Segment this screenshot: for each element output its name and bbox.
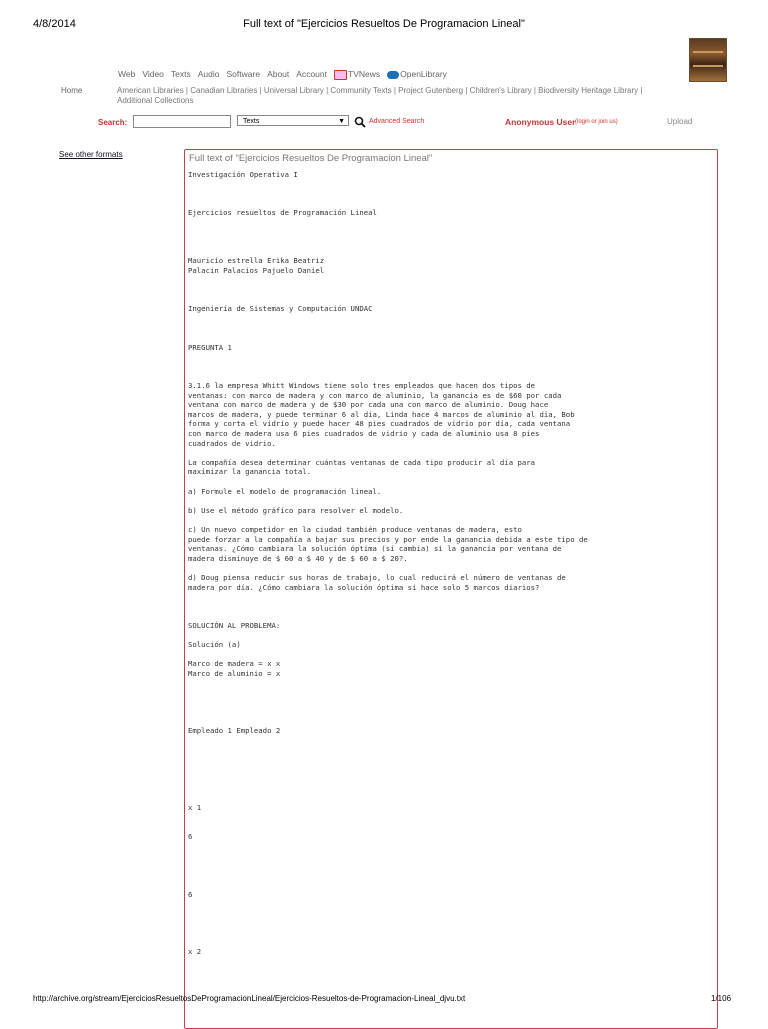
dropdown-arrow-icon: ▼ [338, 118, 345, 125]
home-link[interactable]: Home [61, 86, 83, 95]
full-text-content: Investigación Operativa I Ejercicios resueltos de Programación Lineal Mauricio estrella Erika Beatriz Palacin Palacios Pajuelo Daniel Ingeniería de Sistemas y Computación UNDAC PREGUNTA 1 3.1.6 la empresa Whitt Windows tiene solo tres empleados que hacen dos tipos de ventanas: con marco de madera y con marco de aluminio, la ganancia es de $60 por cada ventana con marco de madera y de $30 por cada una con marco de aluminio. Doug hace marcos de madera, y puede terminar 6 al día, Linda hace 4 marcos de aluminio al día, Bob forma y corta el vidrio y puede hacer 48 pies cuadrados de vidrio por día, cada ventana con marco de madera usa 6 pies cuadrados de vidrio y cada de aluminio usa 8 pies cuadrados de vidrio. La compañía desea determinar cuántas ventanas de cada tipo producir al día para maximizar la ganancia total. a) Formule el modelo de programación lineal. b) Use el método gráfico para resolver el modelo. c) Un nuevo competidor en la ciudad también produce ventanas de madera, esto puede forzar a la compañía a bajar sus precios y por ende la ganancia debida a este tipo de ventanas. ¿Cómo cambiara la solución óptima (si cambia) si la ganancia por ventana de madera disminuye de $ 60 a $ 40 y de $ 60 a $ 20?. d) Doug piensa reducir sus horas de trabajo, lo cual reducirá el número de ventanas de madera por día. ¿Cómo cambiara la solución óptima si hace solo 5 marcos diarios? SOLUCIÓN AL PROBLEMA: Solución (a) Marco de madera = x x Marco de aluminio = x Empleado 1 Empleado 2 x 1 6 6 x 2 [188, 170, 588, 957]
see-other-formats-link[interactable]: See other formats [59, 150, 123, 159]
search-icon[interactable] [354, 116, 366, 128]
top-nav [118, 69, 447, 80]
nav-openlibrary-label: OpenLibrary [400, 69, 447, 80]
login-link[interactable]: (login or join us) [575, 119, 618, 125]
nav-web[interactable]: Web [118, 69, 136, 80]
anonymous-user-label: Anonymous User [505, 117, 576, 127]
full-text-title: Full text of "Ejercicios Resueltos De Programacion Lineal" [189, 153, 433, 164]
print-date: 4/8/2014 [33, 18, 76, 30]
library-collections-links[interactable]: American Libraries | Canadian Libraries | Universal Library | Community Texts | Project Gutenberg | Children's Library | Biodiversity Heritage Library | Additional Collections [117, 86, 643, 105]
search-label: Search: [98, 118, 128, 127]
nav-audio[interactable]: Audio [197, 69, 220, 80]
tv-icon [334, 70, 347, 80]
nav-about[interactable]: About [267, 69, 290, 80]
print-footer-page: 1/106 [711, 994, 732, 1003]
nav-software[interactable]: Software [226, 69, 261, 80]
openlibrary-icon [387, 71, 399, 79]
search-input[interactable] [133, 115, 231, 128]
nav-tvnews[interactable] [334, 69, 380, 80]
advanced-search-link[interactable]: Advanced Search [369, 118, 425, 125]
nav-account[interactable]: Account [296, 69, 327, 80]
search-select-value: Texts [243, 118, 260, 125]
nav-texts[interactable]: Texts [170, 69, 191, 80]
print-footer-url: http://archive.org/stream/EjerciciosResueltosDeProgramacionLineal/Ejercicios-Resueltos-de-Programacion-Lineal_djvu.txt [33, 994, 466, 1003]
print-page-title: Full text of "Ejercicios Resueltos De Programacion Lineal" [243, 18, 525, 30]
nav-video[interactable]: Video [142, 69, 164, 80]
library-logo[interactable] [689, 38, 727, 82]
upload-link[interactable]: Upload [667, 117, 693, 126]
nav-openlibrary[interactable] [387, 69, 447, 79]
nav-tvnews-label: TVNews [348, 69, 381, 79]
search-collection-select[interactable] [237, 115, 349, 126]
